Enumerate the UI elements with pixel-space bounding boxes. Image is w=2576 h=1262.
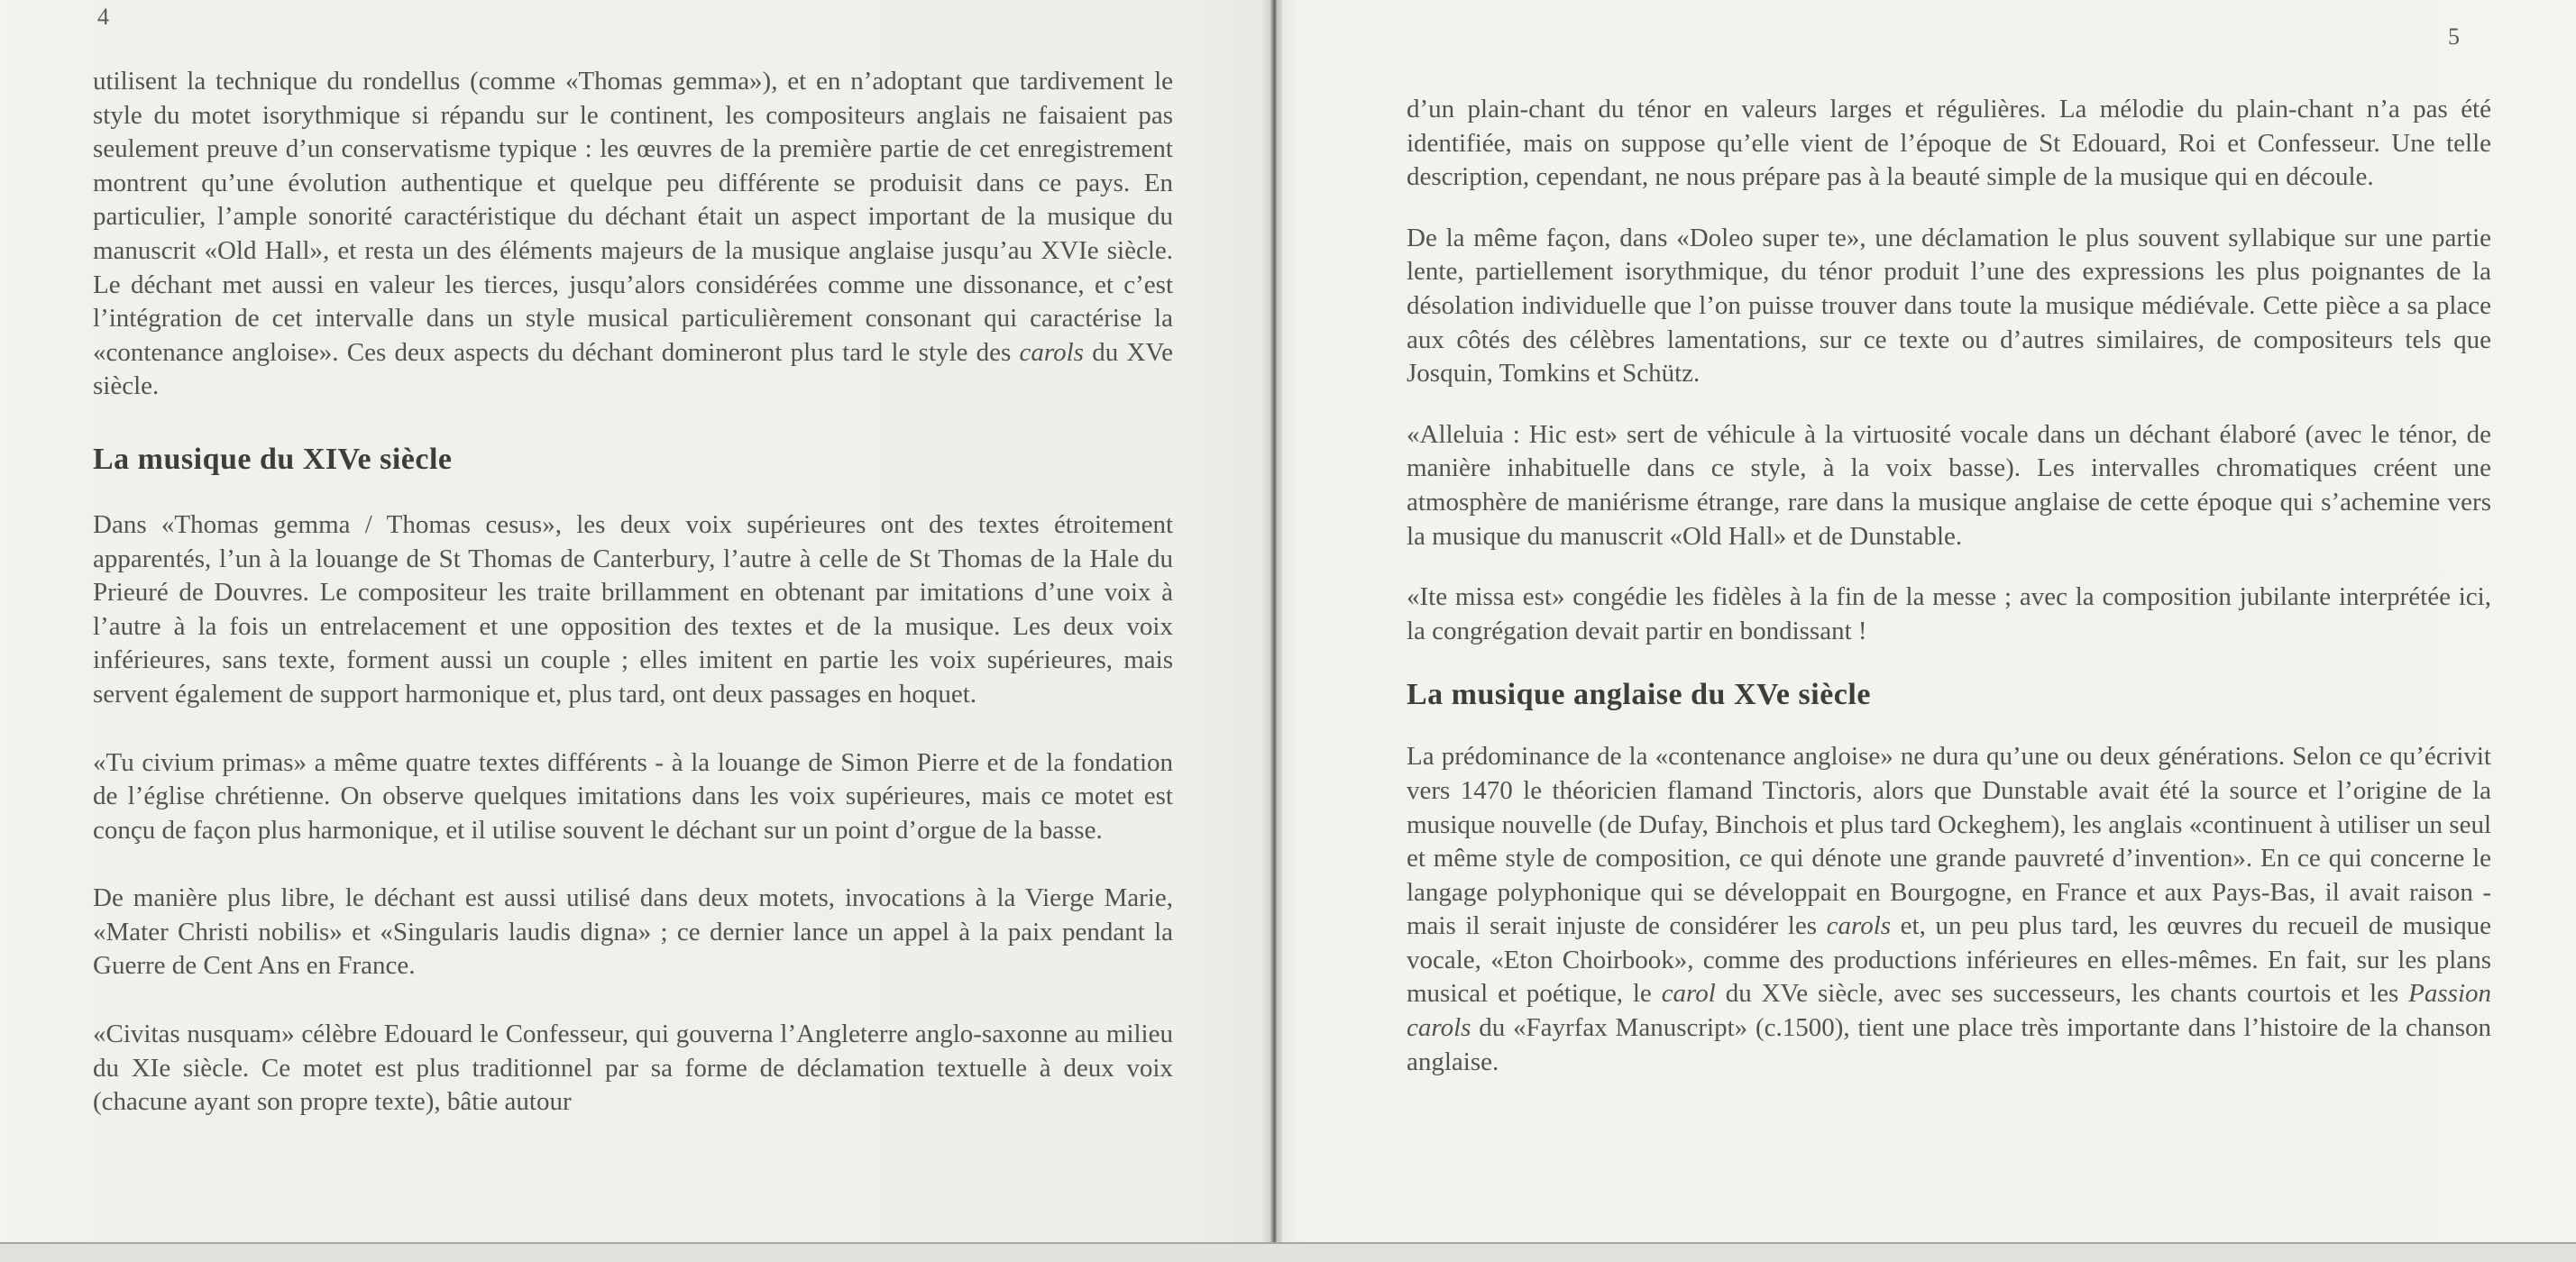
italic-text-segment: carol xyxy=(1661,979,1716,1009)
text-segment: «Ite missa est» congédie les fidèles à la fin de la messe ; avec la composition jubilante interprétée ici, la congrégation devait partir en bondissant ! xyxy=(1407,582,2491,645)
text-segment: du «Fayrfax Manuscript» (c.1500), tient une place très importante dans l’histoire de la chanson anglaise. xyxy=(1407,1013,2491,1076)
paragraph xyxy=(1407,418,2491,553)
paragraph xyxy=(93,508,1173,712)
paragraph xyxy=(1407,222,2491,391)
section-heading: La musique du XIVe siècle xyxy=(93,442,453,476)
paragraph xyxy=(1407,93,2491,195)
page-number: 4 xyxy=(97,4,109,30)
italic-text-segment: Passion carols xyxy=(1407,979,2491,1043)
page-number: 5 xyxy=(2448,23,2460,50)
paragraph xyxy=(93,65,1173,404)
italic-text-segment: carols xyxy=(1019,337,1084,367)
text-segment: et, un peu plus tard, les œuvres du recueil de musique vocale, «Eton Choirbook», comme des productions inférieures en elles-mêmes. En fait, sur les plans musical et poétique, le xyxy=(1407,911,2492,1009)
text-segment: du XVe siècle. xyxy=(93,337,1173,401)
text-segment: Dans «Thomas gemma / Thomas cesus», les deux voix supérieures ont des textes étroitement apparentés, l’un à la louange de St Thomas de Canterbury, l’autre à celle de St Thomas de la Hale du Prieuré de Douvres. Le compositeur les traite brillamment en obtenant par imitations d’une voix à l’autre à la fois un entrelacement et une opposition des textes et de la musique. Les deux voix inférieures, sans texte, forment aussi un couple ; elles imitent en partie les voix supérieures, mais servent également de support harmonique et, plus tard, ont deux passages en hoquet. xyxy=(93,509,1173,709)
right-page-text-block xyxy=(1407,93,2491,1106)
paragraph xyxy=(93,746,1173,848)
paragraph xyxy=(1407,581,2491,648)
text-segment: De manière plus libre, le déchant est aussi utilisé dans deux motets, invocations à la Vierge Marie, «Mater Christi nobilis» et «Singularis laudis digna» ; ce dernier lance un appel à la paix pendant la Guerre de Cent Ans en France. xyxy=(93,883,1173,981)
paragraph xyxy=(93,882,1173,983)
paragraph xyxy=(93,1018,1173,1120)
text-segment: De la même façon, dans «Doleo super te», une déclamation le plus souvent syllabique sur une partie lente, partiellement isorythmique, du ténor produit l’une des expressions les plus poignantes de la désolation individuelle que l’on puisse trouver dans toute la musique médiévale. Cette pièce a sa place aux côtés des célèbres lamentations, sur ce texte ou d’autres similaires, de compositeurs tels que Josquin, Tomkins et Schütz. xyxy=(1407,223,2491,389)
left-page-text-block xyxy=(93,65,1173,1154)
paragraph xyxy=(1407,740,2491,1079)
text-segment: La prédominance de la «contenance angloise» ne dura qu’une ou deux générations. Selon ce qu’écrivit vers 1470 le théoricien flamand Tinctoris, alors que Dunstable avait été la source et l’origine de la musique nouvelle (de Dufay, Binchois et plus tard Ockeghem), les anglais «continuent à utiliser un seul et même style de composition, ce qui dénote une grande pauvreté d’invention». En ce qui concerne le langage polyphonique qui se développait en Bourgogne, en France et aux Pays-Bas, il avait raison - mais il serait injuste de considérer les xyxy=(1407,742,2491,941)
booklet-bottom-edge xyxy=(0,1242,2576,1262)
section-heading: La musique anglaise du XVe siècle xyxy=(1407,678,1871,712)
right-page xyxy=(1282,0,2576,1242)
text-segment: «Civitas nusquam» célèbre Edouard le Confesseur, qui gouverna l’Angleterre anglo-saxonne au milieu du XIe siècle. Ce motet est plus traditionnel par sa forme de déclamation textuelle à deux voix (chacune ayant son propre texte), bâtie autour xyxy=(93,1020,1173,1117)
text-segment: «Tu civium primas» a même quatre textes différents - à la louange de Simon Pierre et de la fondation de l’église chrétienne. On observe quelques imitations dans les voix supérieures, mais ce motet est conçu de façon plus harmonique, et il utilise souvent le déchant sur un point d’orgue de la basse. xyxy=(93,747,1173,845)
text-segment: utilisent la technique du rondellus (comme «Thomas gemma»), et en n’adoptant que tardivement le style du motet isorythmique si répandu sur le continent, les compositeurs anglais ne faisaient pas seulement preuve d’un conservatisme typique : les œuvres de la première partie de cet enregistrement montrent qu’une évolution authentique et quelque peu différente se produisit dans ce pays. En particulier, l’ample sonorité caractéristique du déchant était un aspect important de la musique du manuscrit «Old Hall», et resta un des éléments majeurs de la musique anglaise jusqu’au XVIe siècle. Le déchant met aussi en valeur les tierces, jusqu’alors considérées comme une dissonance, et c’est l’intégration de cet intervalle dans un style musical particulièrement consonant qui caractérise la «contenance angloise». Ces deux aspects du déchant domineront plus tard le style des xyxy=(93,67,1173,367)
italic-text-segment: carols xyxy=(1826,911,1892,941)
text-segment: «Alleluia : Hic est» sert de véhicule à la virtuosité vocale dans un déchant élaboré (avec le ténor, de manière inhabituelle dans ce style, à la voix basse). Les intervalles chromatiques créent une atmosphère de maniérisme étrange, rare dans la musique anglaise de cette époque qui s’achemine vers la musique du manuscrit «Old Hall» et de Dunstable. xyxy=(1407,419,2491,551)
text-segment: d’un plain-chant du ténor en valeurs larges et régulières. La mélodie du plain-chant n’a pas été identifiée, mais on suppose qu’elle vient de l’époque de St Edouard, Roi et Confesseur. Une telle description, cependant, ne nous prépare pas à la beauté simple de la musique qui en découle. xyxy=(1407,95,2491,192)
text-segment: du XVe siècle, avec ses successeurs, les chants courtois et les xyxy=(1715,979,2409,1009)
left-page xyxy=(0,0,1273,1242)
